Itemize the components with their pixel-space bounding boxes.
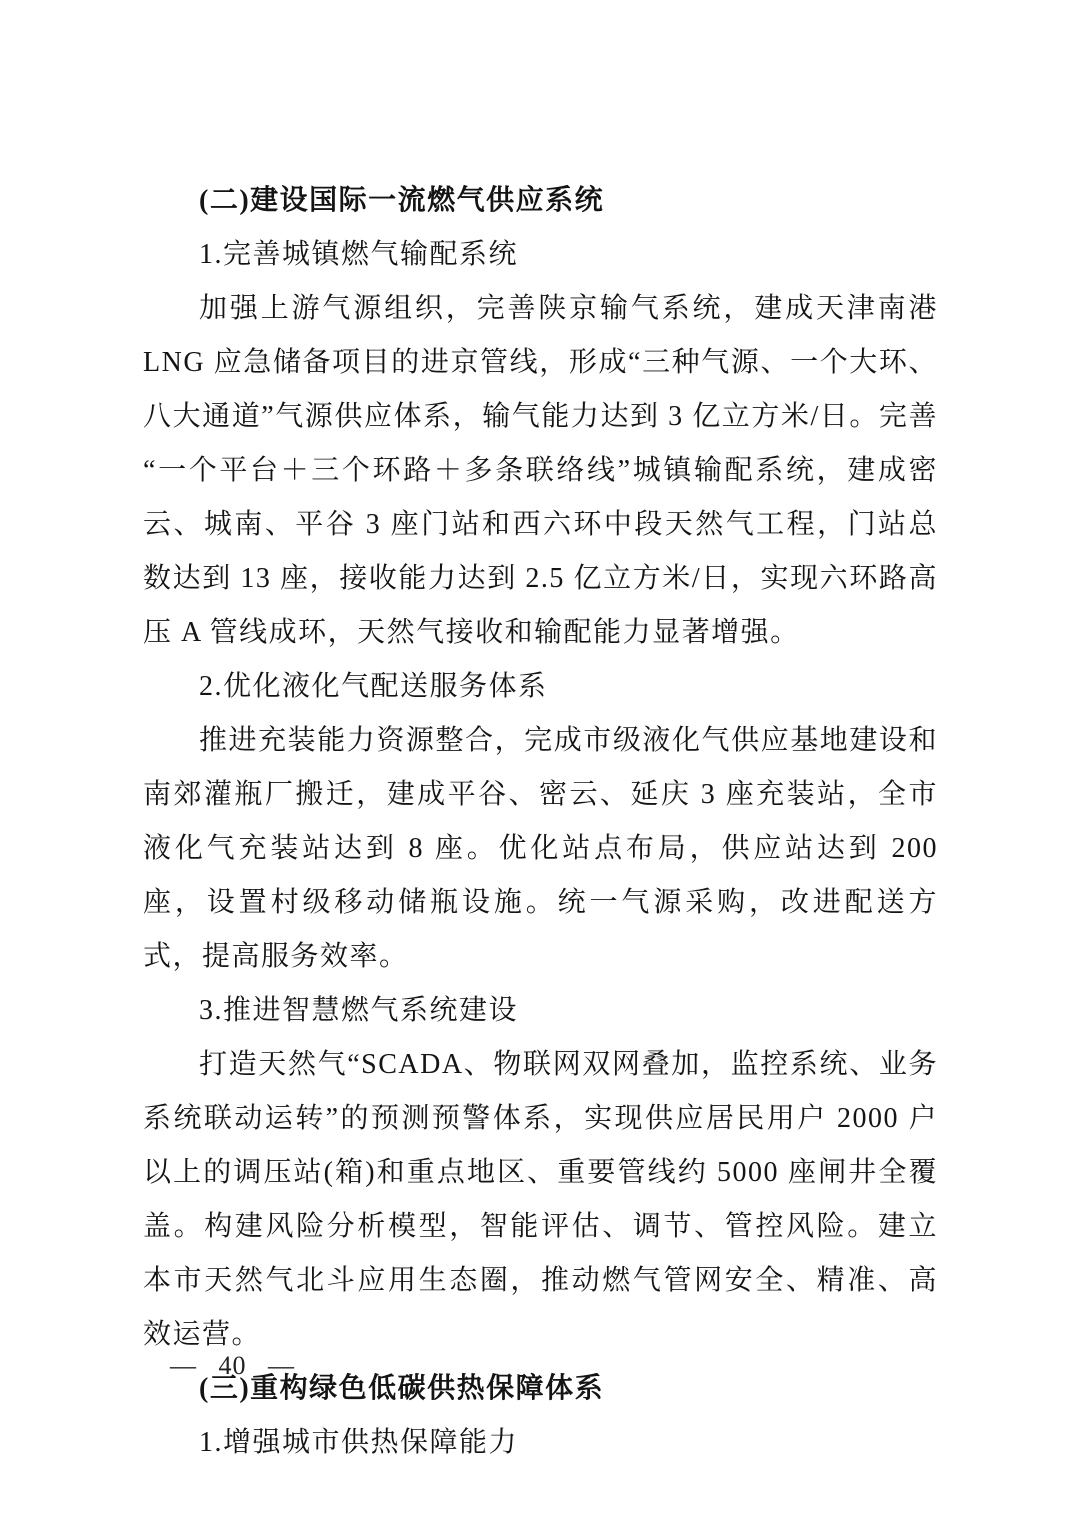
subsection-heading: 2.优化液化气配送服务体系 bbox=[199, 671, 548, 702]
section-heading: (三)重构绿色低碳供热保障体系 bbox=[199, 1373, 605, 1404]
page-number-footer bbox=[170, 1349, 295, 1383]
body-paragraph: 推进充装能力资源整合，完成市级液化气供应基地建设和南郊灌瓶厂搬迁，建成平谷、密云、延庆 3 座充装站，全市液化气充装站达到 8 座。优化站点布局，供应站达到 200 座，设置村级移动储瓶设施。统一气源采购，改进配送方式，提高服务效率。 bbox=[143, 725, 938, 972]
subsection-heading: 3.推进智慧燃气系统建设 bbox=[199, 995, 519, 1026]
subsection-heading: 1.增强城市供热保障能力 bbox=[199, 1427, 519, 1458]
section-heading: (二)建设国际一流燃气供应系统 bbox=[199, 185, 605, 216]
page-number: — 40 — bbox=[170, 1351, 295, 1380]
body-paragraph: 加强上游气源组织，完善陕京输气系统，建成天津南港 LNG 应急储备项目的进京管线，形成“三种气源、一个大环、八大通道”气源供应体系，输气能力达到 3 亿立方米/日。完善“一个平台＋三个环路＋多条联络线”城镇输配系统，建成密云、城南、平谷 3 座门站和西六环中段天然气工程，门站总数达到 13 座，接收能力达到 2.5 亿立方米/日，实现六环路高压 A 管线成环，天然气接收和输配能力显著增强。 bbox=[143, 293, 938, 648]
document-body bbox=[143, 174, 938, 1470]
body-paragraph: 打造天然气“SCADA、物联网双网叠加，监控系统、业务系统联动运转”的预测预警体系，实现供应居民用户 2000 户以上的调压站(箱)和重点地区、重要管线约 5000 座闸井全覆盖。构建风险分析模型，智能评估、调节、管控风险。建立本市天然气北斗应用生态圈，推动燃气管网安全、精准、高效运营。 bbox=[143, 1049, 938, 1350]
subsection-heading: 1.完善城镇燃气输配系统 bbox=[199, 239, 519, 270]
